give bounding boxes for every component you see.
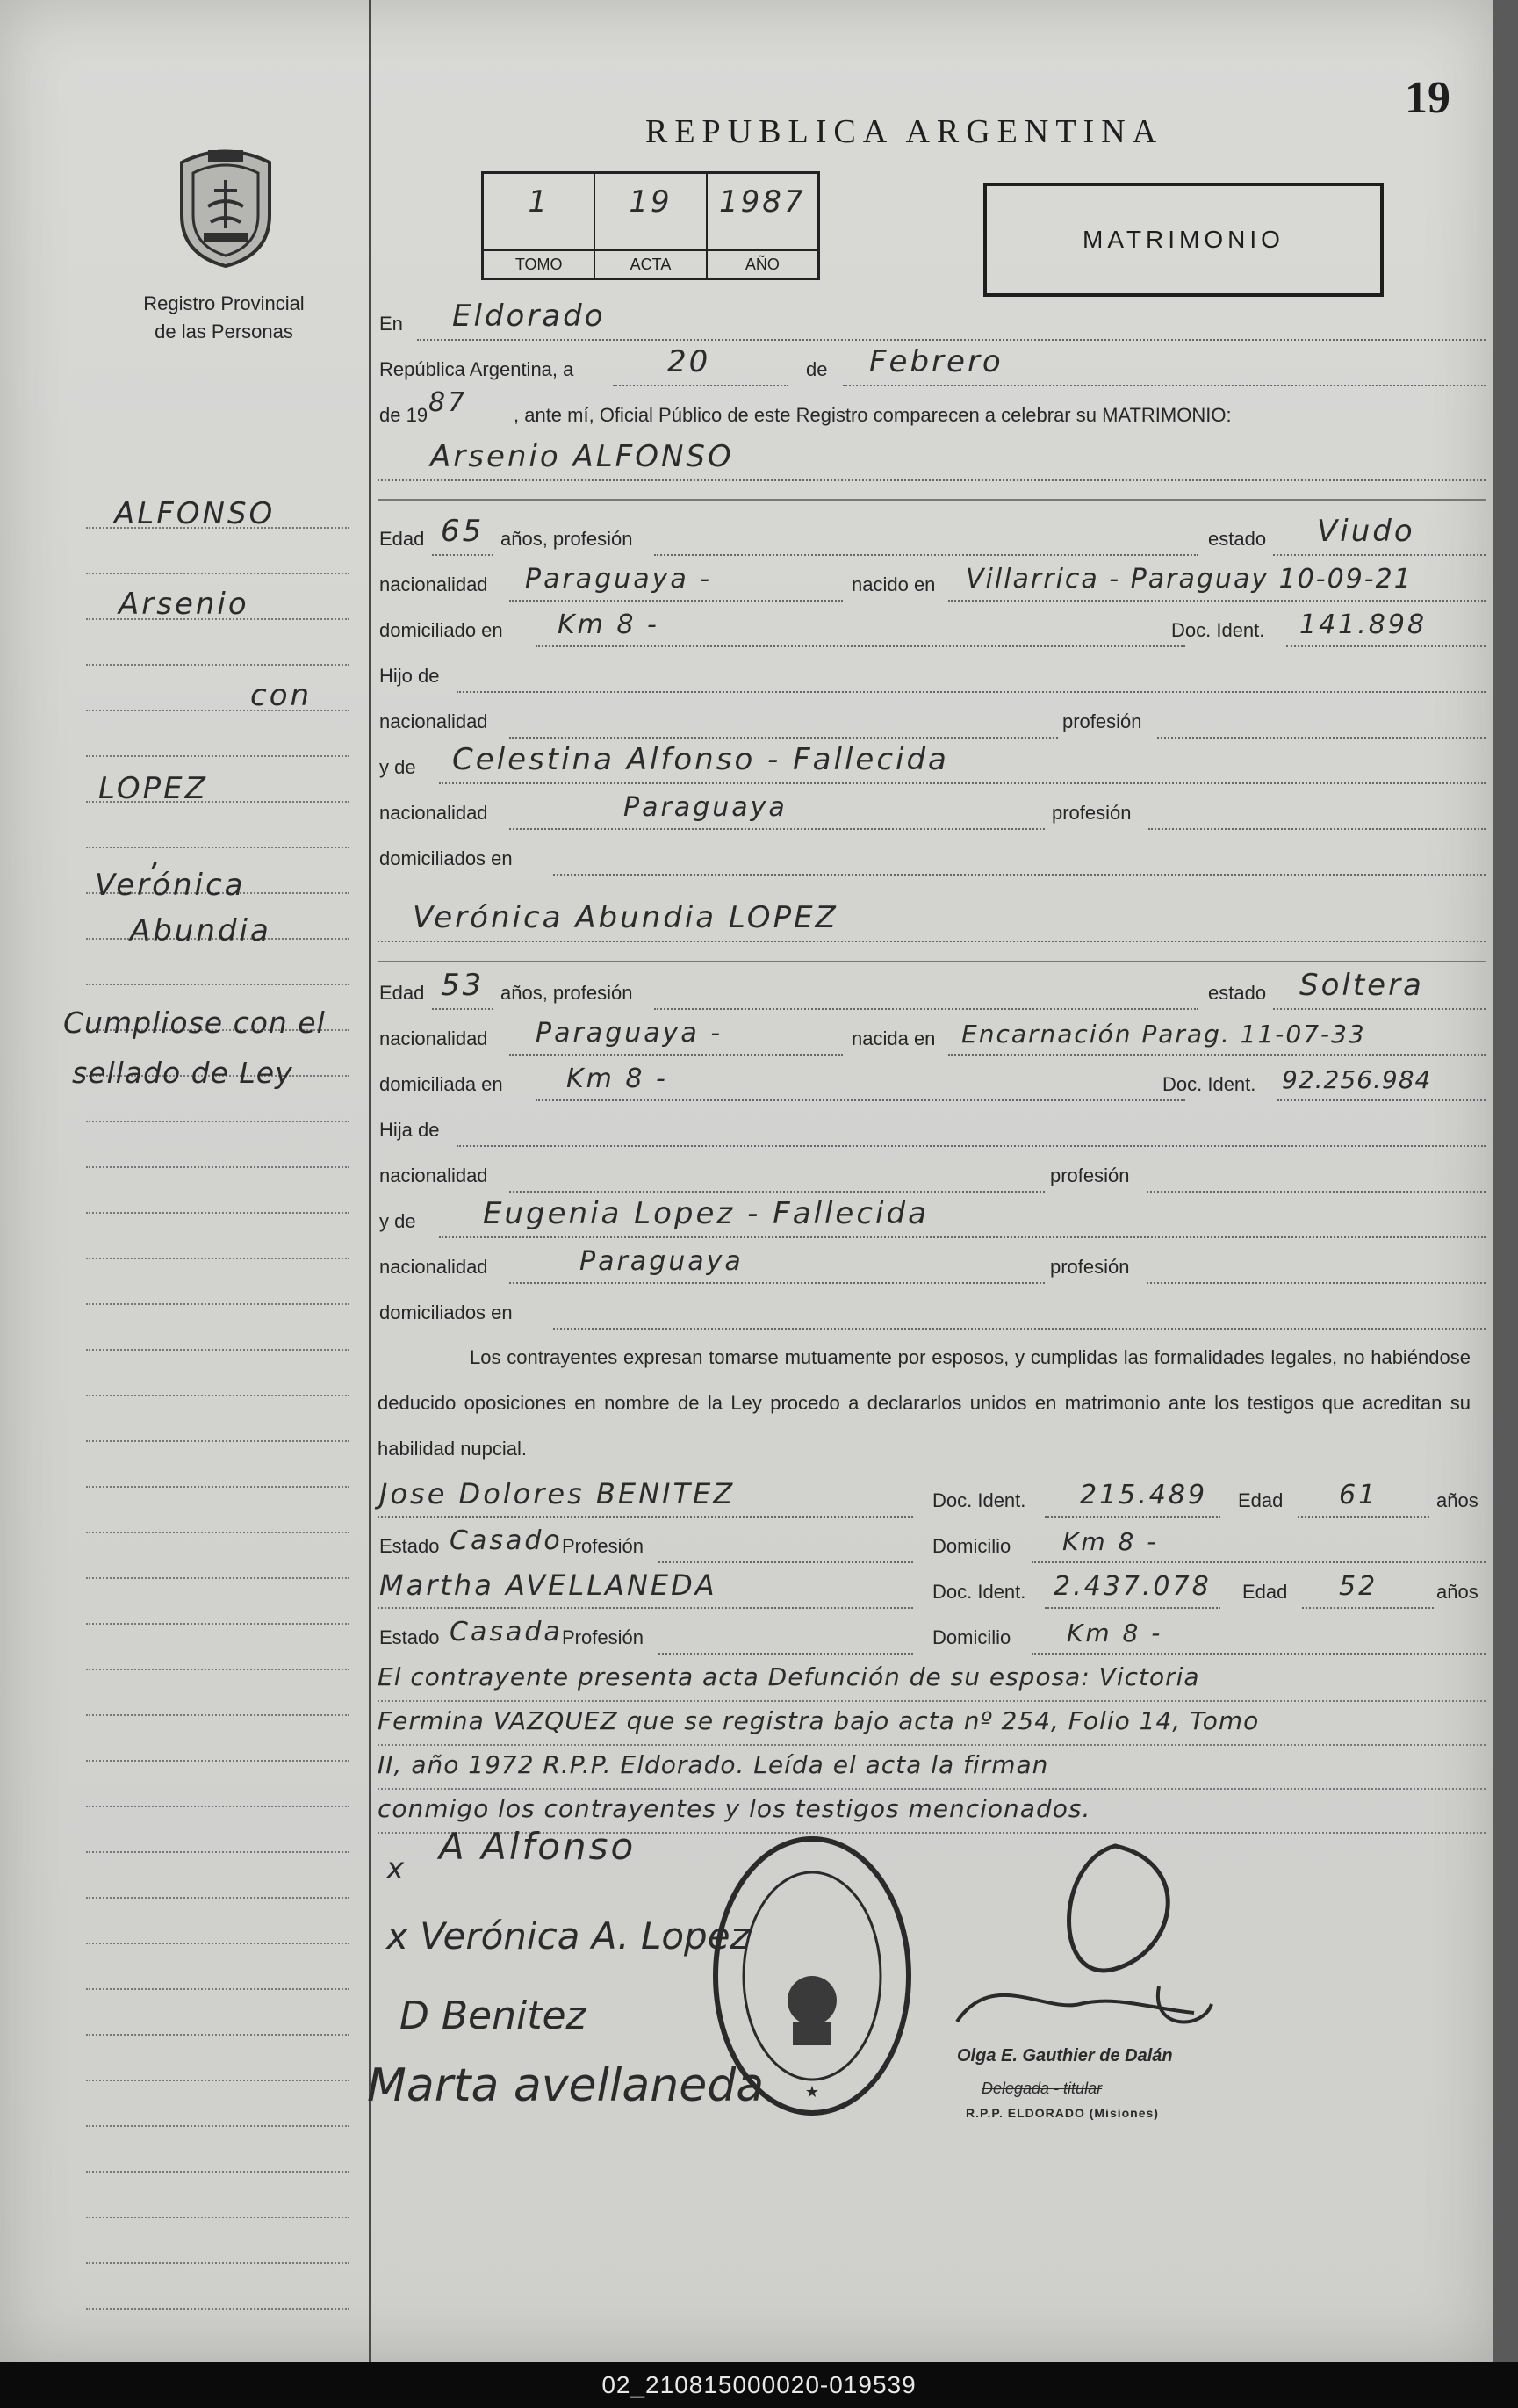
office-name: R.P.P. ELDORADO (Misiones): [966, 2106, 1159, 2120]
bride-estado: Soltera: [1299, 968, 1424, 1003]
groom-yde-label: y de: [379, 756, 416, 778]
bride-signature: x Verónica A. Lopez: [386, 1914, 750, 1957]
witness-1-signature: D Benitez: [399, 1993, 586, 2038]
signature-mark: x: [386, 1851, 407, 1886]
row-bride-mother: [378, 1196, 1486, 1242]
row-groom-father-nat: [378, 696, 1486, 742]
bride-nacionalidad: Paraguaya -: [536, 1018, 723, 1049]
registry-line-1: Registro Provincial: [143, 292, 305, 314]
place-value: Eldorado: [452, 299, 606, 334]
row-bride-father: [378, 1105, 1486, 1150]
year-prefix: de 19: [379, 404, 428, 426]
row-bride-father-nat: [378, 1150, 1486, 1196]
margin-ruled-line: [86, 1943, 349, 1944]
country-title: REPUBLICA ARGENTINA: [645, 113, 1164, 150]
bride-domicilio: Km 8 -: [566, 1063, 668, 1094]
margin-ruled-line: [86, 1669, 349, 1670]
row-bride-mother-nat: [378, 1242, 1486, 1287]
bride-father-nac-label: nacionalidad: [379, 1164, 488, 1186]
groom-mother: Celestina Alfonso - Fallecida: [452, 742, 949, 777]
margin-ruled-line: [86, 847, 349, 848]
margin-surname-2: LOPEZ: [98, 771, 208, 806]
margin-ruled-line: [86, 2080, 349, 2081]
margin-divider: [369, 0, 371, 2362]
margin-ruled-line: [86, 1440, 349, 1442]
row-groom-age: [378, 514, 1486, 559]
row-bride-address: [378, 1059, 1486, 1105]
witness-1-edad: 61: [1339, 1480, 1378, 1510]
margin-ruled-line: [86, 1166, 349, 1168]
anio-value: 1987: [719, 184, 806, 220]
witness-1-name: Jose Dolores BENITEZ: [379, 1477, 736, 1510]
witness-2-prof-label: Profesión: [562, 1626, 644, 1648]
groom-mother-nac: Paraguaya: [623, 792, 788, 823]
row-witness-2: [378, 1567, 1486, 1612]
groom-dom-label: domiciliado en: [379, 619, 503, 641]
record-type-label: MATRIMONIO: [1083, 226, 1284, 253]
document-id: 02_210815000020-019539: [601, 2371, 917, 2398]
witness-2-estado: Casada: [450, 1617, 563, 1647]
bride-anios-prof-label: años, profesión: [500, 982, 633, 1004]
anio-cell: [708, 174, 817, 278]
observation-line-3: II, año 1972 R.P.P. Eldorado. Leída el acta la firman: [378, 1750, 1049, 1779]
bride-edad-label: Edad: [379, 982, 425, 1004]
margin-ruled-line: [86, 1760, 349, 1762]
witness-2-edad-label: Edad: [1242, 1581, 1288, 1603]
tomo-label: TOMO: [484, 249, 594, 278]
margin-ruled-line: [86, 1714, 349, 1716]
bride-dom-label: domiciliada en: [379, 1073, 503, 1095]
row-groom-parents-address: [378, 833, 1486, 879]
observation-line-2: Fermina VAZQUEZ que se registra bajo acta nº 254, Folio 14, Tomo: [378, 1706, 1260, 1735]
row-year: [378, 387, 1486, 436]
witness-1-doc-label: Doc. Ident.: [932, 1489, 1026, 1511]
witness-1-estado: Casado: [450, 1525, 563, 1556]
witness-2-doc: 2.437.078: [1054, 1571, 1212, 1602]
margin-ruled-line: [86, 2308, 349, 2310]
margin-ruled-line: [86, 984, 349, 985]
bride-yde-label: y de: [379, 1210, 416, 1232]
witness-2-name: Martha AVELLANEDA: [379, 1568, 717, 1602]
witness-1-estado-label: Estado: [379, 1535, 440, 1557]
de-label: de: [806, 358, 828, 380]
acta-value: 19: [629, 184, 673, 220]
margin-con: con: [250, 678, 313, 713]
registry-stamp-icon: [709, 1834, 916, 2119]
margin-note-line-1: Cumpliose con el: [63, 1006, 326, 1040]
page-number: 19: [1405, 73, 1450, 123]
row-date: [378, 344, 1486, 390]
declaration-text: Los contrayentes expresan tomarse mutuamente por esposos, y cumplidas las formalidades legales, no habiéndose deducido oposiciones en nombre de la Ley procedo a declararlos unidos en matrimonio ante los testigos que acreditan su habilidad nupcial.: [378, 1346, 1471, 1460]
margin-ruled-line: [86, 1897, 349, 1899]
section-rule: [378, 1700, 1486, 1702]
margin-surname-1: ALFONSO: [114, 496, 276, 531]
record-type-box: [983, 183, 1384, 297]
bride-mother: Eugenia Lopez - Fallecida: [483, 1196, 929, 1231]
tomo-value: 1: [528, 184, 550, 220]
bride-nac-label: nacionalidad: [379, 1027, 488, 1049]
margin-ruled-line: [86, 1395, 349, 1396]
margin-name-2b: Abundia: [130, 913, 271, 948]
witness-1-anios-label: años: [1436, 1489, 1478, 1511]
witness-2-signature: Marta avellaneda: [367, 2059, 765, 2112]
republic-label: República Argentina, a: [379, 358, 574, 380]
en-label: En: [379, 313, 403, 335]
margin-ruled-line: [86, 1121, 349, 1122]
margin-ruled-line: [86, 2171, 349, 2173]
margin-ruled-line: [86, 1212, 349, 1214]
groom-nacido-label: nacido en: [852, 573, 936, 595]
row-groom-father: [378, 651, 1486, 696]
margin-comma: ,: [151, 839, 163, 874]
margin-ruled-line: [86, 1532, 349, 1533]
row-bride-age: [378, 968, 1486, 1013]
margin-ruled-line: [86, 1349, 349, 1351]
bride-mother-nac: Paraguaya: [579, 1246, 744, 1277]
row-bride-name: [378, 900, 1486, 946]
margin-name-2a: Verónica: [95, 868, 246, 903]
margin-ruled-line: [86, 1258, 349, 1259]
witness-1-domicilio: Km 8 -: [1062, 1527, 1159, 1556]
groom-father-nac-label: nacionalidad: [379, 710, 488, 732]
bride-parents-dom-label: domiciliados en: [379, 1301, 513, 1323]
margin-ruled-line: [86, 2125, 349, 2127]
witness-2-anios-label: años: [1436, 1581, 1478, 1603]
margin-ruled-line: [86, 2034, 349, 2036]
groom-father-prof-label: profesión: [1062, 710, 1142, 732]
margin-ruled-line: [86, 2217, 349, 2218]
groom-nacido: Villarrica - Paraguay 10-09-21: [966, 564, 1413, 595]
margin-ruled-line: [86, 1577, 349, 1579]
bride-full-name: Verónica Abundia LOPEZ: [413, 900, 838, 935]
bride-mother-prof-label: profesión: [1050, 1256, 1130, 1278]
section-rule: [378, 1744, 1486, 1746]
witness-1-edad-label: Edad: [1238, 1489, 1284, 1511]
registry-line-2: de las Personas: [155, 321, 293, 342]
bride-mother-nac-label: nacionalidad: [379, 1256, 488, 1278]
acta-cell: [595, 174, 707, 278]
day-value: 20: [667, 344, 711, 379]
witness-2-domicilio: Km 8 -: [1067, 1619, 1163, 1647]
groom-doc: 141.898: [1299, 609, 1428, 640]
groom-full-name: Arsenio ALFONSO: [430, 439, 734, 474]
witness-2-estado-label: Estado: [379, 1626, 440, 1648]
bride-doc: 92.256.984: [1282, 1065, 1432, 1094]
witness-1-prof-label: Profesión: [562, 1535, 644, 1557]
appearance-text: , ante mí, Oficial Público de este Registro comparecen a celebrar su MATRIMONIO:: [514, 404, 1232, 426]
row-groom-mother: [378, 742, 1486, 788]
row-witness-1-status: [378, 1521, 1486, 1567]
row-groom-nationality: [378, 559, 1486, 605]
margin-note-line-2: sellado de Ley: [72, 1056, 293, 1090]
groom-estado: Viudo: [1317, 514, 1415, 549]
bride-nacida: Encarnación Parag. 11-07-33: [961, 1020, 1366, 1049]
officer-signature-flourish-icon: [939, 1828, 1229, 2074]
margin-ruled-line: [86, 2262, 349, 2264]
coat-of-arms-icon: [169, 145, 283, 268]
bride-edad: 53: [441, 968, 485, 1003]
margin-name-1: Arsenio: [119, 587, 249, 622]
groom-nac-label: nacionalidad: [379, 573, 488, 595]
witness-2-doc-label: Doc. Ident.: [932, 1581, 1026, 1603]
bride-father-prof-label: profesión: [1050, 1164, 1130, 1186]
margin-ruled-line: [86, 1486, 349, 1488]
groom-anios-prof-label: años, profesión: [500, 528, 633, 550]
svg-text:★: ★: [804, 2083, 820, 2101]
anio-label: AÑO: [708, 249, 817, 278]
row-witness-1: [378, 1475, 1486, 1521]
groom-edad-label: Edad: [379, 528, 425, 550]
groom-domicilio: Km 8 -: [558, 609, 659, 640]
section-rule: [378, 961, 1486, 962]
tomo-cell: [484, 174, 595, 278]
acta-label: ACTA: [595, 249, 705, 278]
groom-parents-dom-label: domiciliados en: [379, 847, 513, 869]
groom-edad: 65: [441, 514, 485, 549]
observation-line-4: conmigo los contrayentes y los testigos mencionados.: [378, 1794, 1091, 1823]
witness-1-doc: 215.489: [1080, 1480, 1208, 1510]
officer-title: Delegada - titular: [982, 2080, 1103, 2097]
groom-mother-prof-label: profesión: [1052, 802, 1132, 824]
page-edge: [1493, 0, 1518, 2362]
groom-estado-label: estado: [1208, 528, 1267, 550]
bride-nacida-label: nacida en: [852, 1027, 936, 1049]
footer-bar: [0, 2362, 1518, 2408]
margin-ruled-line: [86, 573, 349, 574]
margin-ruled-line: [86, 1623, 349, 1625]
margin-ruled-line: [86, 755, 349, 757]
section-rule: [378, 499, 1486, 501]
margin-ruled-line: [86, 1303, 349, 1305]
groom-signature: A Alfonso: [439, 1825, 637, 1868]
groom-doc-label: Doc. Ident.: [1171, 619, 1265, 641]
row-groom-address: [378, 605, 1486, 651]
witness-2-edad: 52: [1339, 1571, 1378, 1602]
row-groom-mother-nat: [378, 788, 1486, 833]
section-rule: [378, 1788, 1486, 1790]
margin-ruled-line: [86, 1988, 349, 1990]
groom-mother-nac-label: nacionalidad: [379, 802, 488, 824]
margin-ruled-line: [86, 664, 349, 666]
officer-name: Olga E. Gauthier de Dalán: [957, 2046, 1173, 2066]
row-place: [378, 299, 1486, 344]
groom-hijo-label: Hijo de: [379, 665, 440, 687]
margin-ruled-line: [86, 1851, 349, 1853]
month-value: Febrero: [869, 344, 1004, 379]
row-bride-nationality: [378, 1013, 1486, 1059]
bride-estado-label: estado: [1208, 982, 1267, 1004]
margin-ruled-line: [86, 1806, 349, 1807]
witness-1-dom-label: Domicilio: [932, 1535, 1011, 1557]
observation-line-1: El contrayente presenta acta Defunción de su esposa: Victoria: [378, 1662, 1200, 1691]
groom-nacionalidad: Paraguaya -: [525, 564, 713, 595]
bride-doc-label: Doc. Ident.: [1162, 1073, 1256, 1095]
row-witness-2-status: [378, 1612, 1486, 1658]
witness-2-dom-label: Domicilio: [932, 1626, 1011, 1648]
row-bride-parents-address: [378, 1287, 1486, 1333]
year-suffix: 87: [428, 387, 468, 418]
bride-hija-label: Hija de: [379, 1119, 440, 1141]
registry-name: [105, 290, 342, 346]
row-groom-name: [378, 439, 1486, 485]
volume-box: [481, 171, 820, 280]
